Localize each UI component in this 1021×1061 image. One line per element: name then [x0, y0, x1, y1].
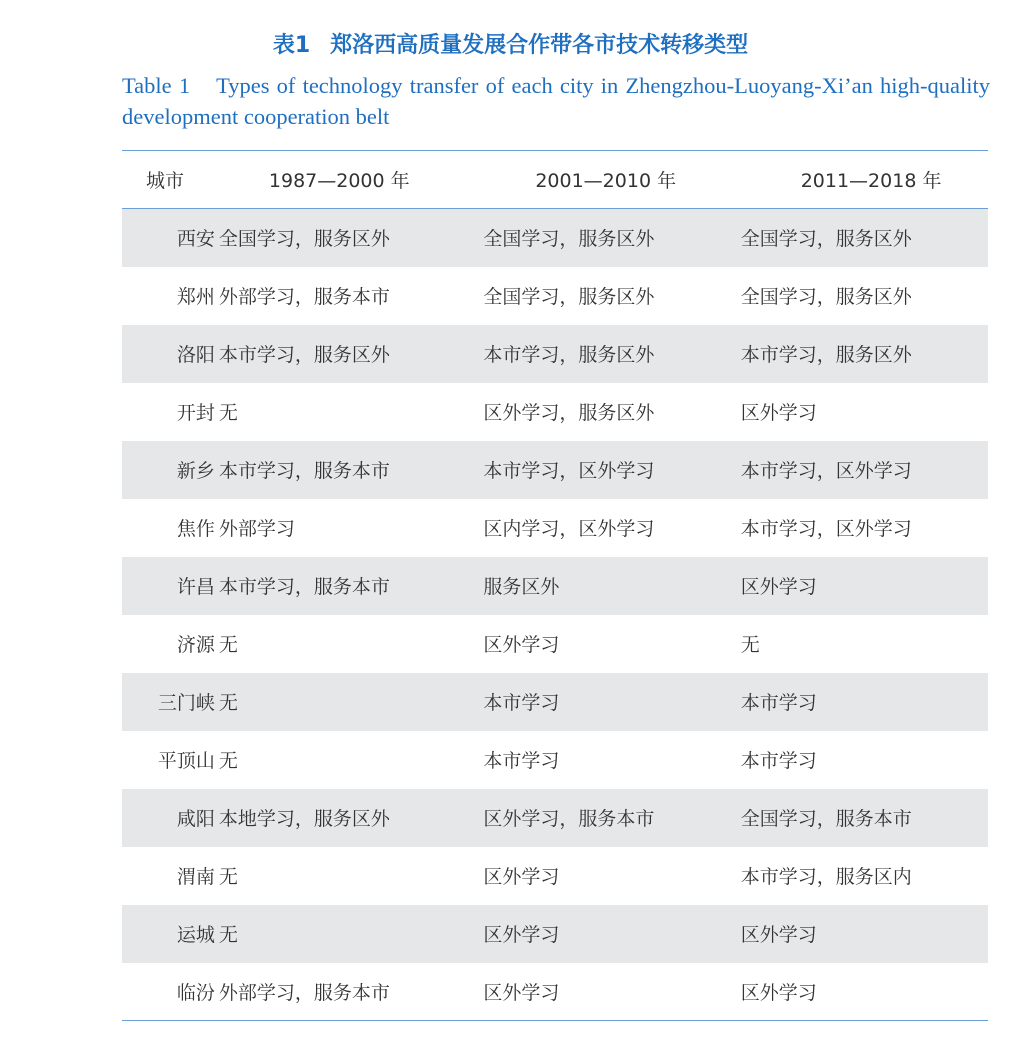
cell-1987-2000: 外部学习，服务本市: [219, 963, 483, 1021]
cell-2011-2018: 无: [740, 634, 760, 656]
cell-1987-2000: 无: [218, 924, 238, 946]
cell-city: 焦作: [176, 518, 215, 540]
cell-1987-2000: 本市学习，服务本市: [218, 460, 390, 482]
table-header-row: [122, 151, 988, 209]
cell-2011-2018: 本市学习，服务区外: [740, 344, 912, 366]
table-row: [122, 615, 988, 673]
cell-city: 咸阳: [176, 808, 215, 830]
table-number-en: Table 1: [122, 73, 191, 98]
cell-city: 济源: [176, 634, 215, 656]
cell-2011-2018: 区外学习: [740, 402, 817, 424]
cell-2001-2010: 全国学习，服务区外: [483, 228, 655, 251]
cell-1987-2000: 无: [218, 402, 238, 424]
cell-city: 许昌: [176, 576, 215, 598]
cell-2001-2010: 区外学习: [483, 963, 740, 1021]
column-header-2001-2010: 2001—2010 年: [483, 151, 740, 209]
cell-2001-2010: 服务区外: [483, 576, 560, 598]
cell-2011-2018: 全国学习，服务本市: [740, 808, 912, 830]
table-row: [122, 499, 988, 557]
cell-city: 渭南: [176, 866, 215, 888]
cell-1987-2000: 本地学习，服务区外: [218, 808, 390, 830]
table-row: [122, 673, 988, 731]
cell-2001-2010: 区外学习，服务区外: [483, 402, 655, 424]
cell-1987-2000: 本市学习，服务区外: [218, 344, 390, 366]
cell-2011-2018: 本市学习: [740, 750, 817, 772]
table-row: [122, 963, 988, 1021]
table-row: [122, 325, 988, 383]
cell-2011-2018: 本市学习，区外学习: [740, 460, 912, 482]
cell-2011-2018: 全国学习，服务区外: [740, 286, 912, 308]
cell-1987-2000: 外部学习，服务本市: [218, 286, 390, 308]
table-title-en: [122, 70, 990, 132]
table-row: [122, 267, 988, 325]
table-caption-en: Types of technology transfer of each city in Zhengzhou-Luoyang-Xi’an high-quality development cooperation belt: [122, 73, 990, 129]
cell-2001-2010: 本市学习: [483, 750, 560, 772]
cell-2011-2018: 本市学习，区外学习: [740, 518, 912, 540]
tech-transfer-table: [122, 150, 988, 1021]
cell-2001-2010: 全国学习，服务区外: [483, 286, 655, 308]
cell-2001-2010: 区外学习: [483, 924, 560, 946]
table-caption-cn: 郑洛西高质量发展合作带各市技术转移类型: [330, 33, 749, 58]
cell-2001-2010: 区外学习: [483, 634, 560, 656]
cell-city: 运城: [176, 924, 215, 946]
table-number-cn: 表1: [272, 33, 311, 58]
table-row: [122, 731, 988, 789]
table-row: [122, 441, 988, 499]
cell-2011-2018: 本市学习，服务区内: [740, 866, 912, 888]
cell-city: 新乡: [176, 460, 215, 482]
table-row: [122, 905, 988, 963]
cell-1987-2000: 无: [218, 750, 238, 772]
table-title-cn: [0, 28, 1021, 59]
cell-2001-2010: 区外学习: [483, 866, 560, 888]
cell-city: 郑州: [176, 286, 215, 308]
cell-city: 三门峡: [157, 692, 215, 714]
table-row: [122, 789, 988, 847]
table-row: [122, 209, 988, 267]
cell-1987-2000: 全国学习，服务区外: [218, 228, 390, 251]
cell-1987-2000: 本市学习，服务本市: [218, 576, 390, 598]
cell-2001-2010: 区内学习，区外学习: [483, 518, 655, 540]
cell-city: 西安: [176, 228, 215, 251]
cell-city: 洛阳: [176, 344, 215, 366]
table-row: [122, 557, 988, 615]
column-header-city: 城市: [122, 151, 219, 209]
cell-1987-2000: 外部学习: [218, 518, 295, 540]
cell-city: 临汾: [122, 963, 219, 1021]
cell-2001-2010: 本市学习，区外学习: [483, 460, 655, 482]
cell-1987-2000: 无: [218, 634, 238, 656]
cell-city: 平顶山: [157, 750, 215, 772]
table-row: [122, 383, 988, 441]
column-header-2011-2018: 2011—2018 年: [741, 151, 988, 209]
table-row: [122, 847, 988, 905]
cell-2011-2018: 全国学习，服务区外: [740, 228, 912, 251]
cell-2011-2018: 区外学习: [740, 924, 817, 946]
cell-2011-2018: 本市学习: [740, 692, 817, 714]
cell-1987-2000: 无: [218, 866, 238, 888]
column-header-1987-2000: 1987—2000 年: [219, 151, 483, 209]
cell-2001-2010: 本市学习: [483, 692, 560, 714]
cell-1987-2000: 无: [218, 692, 238, 714]
cell-2001-2010: 区外学习，服务本市: [483, 808, 655, 830]
cell-2011-2018: 区外学习: [740, 576, 817, 598]
cell-2011-2018: 区外学习: [741, 963, 988, 1021]
cell-city: 开封: [176, 402, 215, 424]
cell-2001-2010: 本市学习，服务区外: [483, 344, 655, 366]
table-body: [122, 209, 988, 1021]
